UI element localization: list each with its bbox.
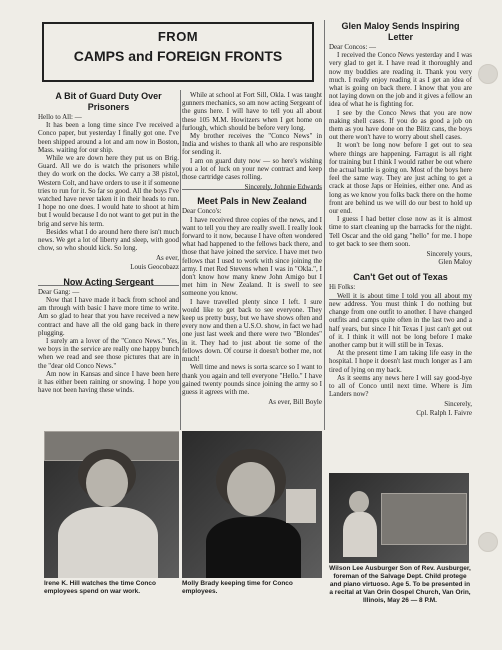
article-greeting: Dear Gang: — <box>38 287 80 296</box>
article-paragraph: As it seems any news here I will say good-bye to all of Conco until next time. Where is Jim Landers now? <box>329 373 472 399</box>
photo-content <box>44 431 179 578</box>
article-paragraph: I received the Conco News yesterday and I was very glad to get it. I have read it thoroughly and now my buddies are reading it. Thank you very much. I really enjoy reading it as I get an idea of what is going on back there. I know that you are not laying down on the job and it gives a fellow an idea of what he is fighting for. <box>329 51 472 109</box>
signature: Louis Geocobazz <box>130 262 179 271</box>
article-paragraph: I guess I had better close now as it is almost time to start cleaning up the barracks for the night. Tell Oscar and the old gang "hello" for me. I hope to get back to see them soon. <box>329 215 472 248</box>
article-title: Glen Maloy Sends Inspiring Letter <box>341 21 460 42</box>
article-greeting: Hello to All: — <box>38 113 82 121</box>
signature-block: Sincerely, Johnnie Edwards <box>244 183 322 192</box>
article-paragraph: While at school at Fort Sill, Okla. I was taught gunners mechanics, so am now acting Sergeant of the guns here. I will have to tell you all about these 105 M.M. Howitzers when I get home on furlough, which should be before very long. <box>182 91 322 132</box>
signature: Cpl. Ralph I. Faivre <box>416 408 472 417</box>
photo-caption: Wilson Lee Ausburger Son of Rev. Ausburger, foreman of the Salvage Dept. Child protege and piano virtuoso. Age 5. To be presented in a recital at Van Orin Gospel Church, Van Orin, Illinois, May 26 — 8 P.M. <box>329 565 471 604</box>
article-paragraph: I have received three copies of the news, and I want to tell you they are really swell. I really look forward to it now, because I have often wondered what had happened to the fellows back there, and those that have joined the service. I have met two fellows that I used to work with since joining the army. I met Red Stevens when I was in "Okla.", I don't know how many knew John Amigo but I met him in New Zealand. It is swell to see someone you know. <box>182 215 322 298</box>
clothing-shape <box>58 507 158 578</box>
header-line-2: CAMPS and FOREIGN FRONTS <box>73 48 283 64</box>
column-divider-left <box>180 90 181 430</box>
article-paragraph: At the present time I am taking life easy in the hospital. I hope it doesn't last much longer as I am tired of lying on my back. <box>329 349 472 374</box>
face-shape <box>86 459 128 507</box>
right-column <box>329 21 472 417</box>
header-line-1: FROM <box>157 29 199 44</box>
closing: Sincerely yours, <box>426 250 472 259</box>
binder-hole-top <box>478 64 498 84</box>
signature-block <box>38 254 179 270</box>
article-paragraph: I have travelled plenty since I left. I sure would like to get back to see everyone. They keep us pretty busy, but we have shows often and every now and then a U.S.O. show, in fact we had one just last week and there were two "Blondes" in it. They had to just about tie some of the fellows down. Of course it doesn't bother me, not much! <box>182 297 322 364</box>
clothing-shape <box>206 517 301 578</box>
article-paragraph: It won't be long now before I get out to sea where things are happening. Farragut is all right for training but I think I would rather be out where the actual battle is going on. Most of the boys here feel the same way. They are just aching to get a crack at those Japs or Heinies, either one. And as long as we know you folks back there on the home front are behind us we will do our best to hold up our end. <box>329 141 472 216</box>
closing: As ever, <box>155 254 179 263</box>
article-paragraph: Well time and news is sorta scarce so I want to thank you again and tell everyone "Hello." I have gained twenty pounds since joining the army so I guess it agrees with me. <box>182 363 322 396</box>
article-paragraph: It has been a long time since I've received a Conco paper, but yesterday I finally got one. I've been shipped around a lot and am now in Boston, Mass. waiting for our ship. <box>38 121 179 154</box>
article-greeting: Hi Folks: <box>329 283 356 292</box>
article-title: A Bit of Guard Duty Over Prisoners <box>55 91 162 112</box>
left-column <box>38 91 179 395</box>
article-title: Can't Get out of Texas <box>353 272 448 283</box>
column-divider-right <box>324 20 325 430</box>
photo-irene-hill <box>44 431 179 578</box>
article-paragraph: Well it is about time I told you all about my new address. You must think I do nothing but change from one outfit to another. I have changed outfits and camps quite often in the last two and a half years, but since I hit Texas I just can't get out of it. I think it will not be long before I make another camp but it will still be in Texas. <box>329 291 472 349</box>
photo-content <box>182 431 322 578</box>
article-greeting: Dear Conco's: <box>182 207 222 216</box>
signature: Glen Maloy <box>438 258 472 267</box>
photo-caption: Molly Brady keeping time for Conco employees. <box>182 580 293 595</box>
article-greeting: Dear Concos: — <box>329 43 377 51</box>
photo-wilson-ausburger <box>329 473 469 563</box>
photo-caption: Irene K. Hill watches the time Conco employees spend on war work. <box>44 580 156 595</box>
article-title: Meet Pals in New Zealand <box>197 196 307 207</box>
article-paragraph: I see by the Conco News that you are now making shell cases. If you do as good a job on them as you have done on the Blitz cans, the boys out there won't have to worry about shell cases. <box>329 108 472 142</box>
section-header <box>42 22 314 82</box>
signature-block <box>329 400 472 416</box>
signature-block <box>329 250 472 266</box>
article-paragraph: I am on guard duty now — so here's wishing you a lot of luck on your new contract and keep those cartridge cases rolling. <box>182 156 322 182</box>
binder-hole-bottom <box>478 532 498 552</box>
desk-item <box>286 489 316 523</box>
signature-block: As ever, Bill Boyle <box>268 398 322 407</box>
piano-shape <box>381 493 467 545</box>
article-paragraph: Now that I have made it back from school and am through with basic I have more time to write. Am so glad to hear that you have received a new contract and have all the old gang back in there plugging. <box>38 296 179 337</box>
face-shape <box>227 462 275 516</box>
face-shape <box>349 491 369 513</box>
article-paragraph: Besides what I do around here there isn't much news. We get a lot of liberty and sleep, with good chow, so who should kick. So long. <box>38 227 179 253</box>
article-paragraph: Am now in Kansas and since I have been here it has either been raining or snowing. I hope you have not been having these winds. <box>38 369 179 395</box>
article-paragraph: I surely am a lover of the "Conco News." Yes, we boys in the service are really one happy bunch when we read and see those pictures that are in the "dear old Conco News." <box>38 337 179 370</box>
clothing-shape <box>343 512 377 557</box>
article-paragraph: While we are down here they put us on Brig. Guard. All we do is watch the prisoners while they do work on the docks. We carry a 38 pistol, Western Colt, and have orders to use it if someone tries to run for it. So far so good. All the boys I've watched have never taken it in their heads to run. I hope no one does. I would hate to shoot at him but I would because I do not want to get put in the brig and serve his term. <box>38 154 179 228</box>
article-paragraph: My brother receives the "Conco News" in India and wishes to thank all who are responsible for sending it. <box>182 132 322 157</box>
closing: Sincerely, <box>444 400 472 409</box>
article-title: Now Acting Sergeant <box>63 276 154 287</box>
photo-content <box>329 473 469 563</box>
photo-molly-brady <box>182 431 322 578</box>
middle-column <box>182 91 322 406</box>
